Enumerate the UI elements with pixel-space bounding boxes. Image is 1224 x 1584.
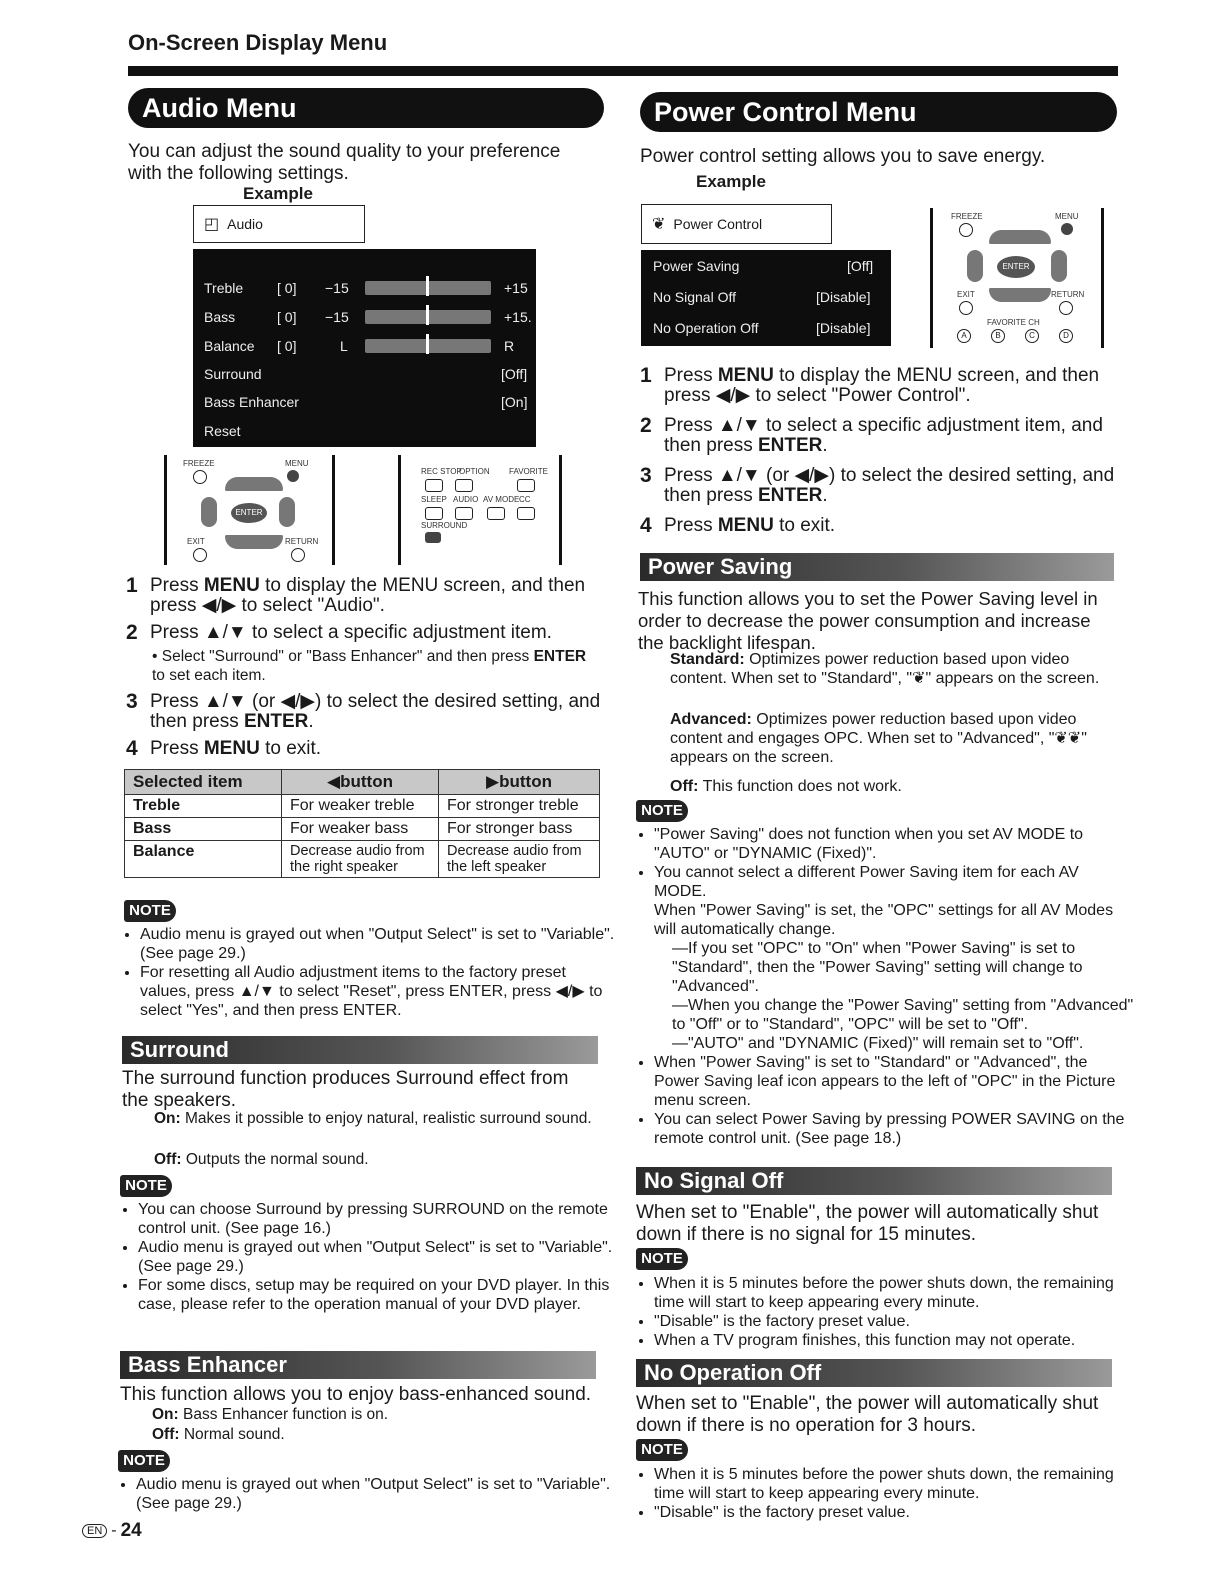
header-rule [128,66,1118,76]
power-step-3 [640,466,1118,508]
list-item: • Audio menu is grayed out when "Output Select" is set to "Variable". (See page 29.) [140,925,618,963]
osd-row-label: Power Saving [653,258,740,274]
osd-row-label: Surround [204,366,262,382]
table-cell: For stronger bass [439,818,600,841]
power-intro: Power control setting allows you to save energy. [640,146,1046,167]
bass-enhancer-off: Off: Normal sound. [152,1426,285,1443]
power-osd-header [641,204,832,244]
right-arrow-button [1051,250,1067,282]
list-item: • When it is 5 minutes before the power shuts down, the remaining time will start to keep appearing every minute. [654,1274,1134,1312]
page-footer [82,1520,142,1542]
osd-row-value: [ 0] [277,280,297,296]
osd-row-setting: [On] [501,394,528,410]
table-row [125,818,600,841]
osd-row-label: Treble [204,280,244,296]
step-number: 1 [640,364,652,387]
audio-step-3 [126,692,602,734]
remote-label-sleep: SLEEP [421,495,447,504]
audio-remote-illustration [164,455,335,565]
remote-label-menu: MENU [1055,212,1079,221]
power-osd-title: Power Control [673,216,763,232]
osd-row-treble [193,275,536,301]
menu-button [287,470,299,482]
d-button: D [1059,329,1073,343]
surround-notes [120,1200,616,1314]
freeze-button [193,470,207,484]
table-cell: Treble [125,795,282,818]
up-arrow-button [225,477,283,491]
osd-row-setting: [Off] [501,366,528,382]
step-text: Press ▲/▼ to select a specific adjustment item. [150,622,552,643]
osd-row-max: +15 [504,280,528,296]
list-item: • For some discs, setup may be required on your DVD player. In this case, please refer to the operation manual of your DVD player. [138,1276,616,1314]
surround-intro: The surround function produces Surround effect from the speakers. [122,1068,569,1111]
recstop-button [425,479,443,492]
list-item: • "Power Saving" does not function when you set AV MODE to "AUTO" or "DYNAMIC (Fixed)". [654,825,1134,863]
osd-row-reset [193,418,536,444]
osd-row-setting: [Disable] [816,320,871,336]
remote-label-surround: SURROUND [421,521,468,530]
surround-title: Surround [122,1036,598,1064]
step-number: 4 [640,514,652,537]
return-button [291,548,305,562]
step-number: 2 [126,621,138,644]
no-operation-off-title: No Operation Off [636,1359,1112,1387]
remote-label-menu: MENU [285,459,309,468]
remote-label-cc: CC [519,495,531,504]
osd-row-max: +15. [504,309,532,325]
power-saving-title: Power Saving [640,553,1114,581]
surround-off: Off: Outputs the normal sound. [154,1151,369,1168]
no-signal-notes [636,1274,1134,1350]
table-cell: For stronger treble [439,795,600,818]
audio-speaker-icon: ◰ [204,216,220,233]
balance-slider [365,339,491,353]
remote-label-recstop: REC STOP [421,467,462,476]
osd-row-min: L [340,338,348,354]
osd-row-bass-enhancer [193,389,536,415]
osd-row-value: [ 0] [277,338,297,354]
audio-remote-buttons-illustration [398,455,562,565]
step-text: Press MENU to exit. [664,515,836,536]
power-saving-intro: This function allows you to set the Power Saving level in order to decrease the power consumption and increase the backlight lifespan. [638,588,1098,653]
osd-row-surround [193,361,536,387]
power-example-label: Example [696,172,766,191]
power-step-2 [640,416,1118,458]
table-cell: Decrease audio from the left speaker [439,841,600,878]
table-row [125,841,600,878]
osd-row-value: [ 0] [277,309,297,325]
audio-notes [122,925,618,1020]
enter-button: ENTER [231,503,267,523]
step-number: 3 [126,690,138,713]
step-text: Press MENU to exit. [150,738,322,759]
dash-item: —"AUTO" and "DYNAMIC (Fixed)" will remain set to "Off". [672,1035,1084,1052]
dash-list [654,939,1134,1053]
remote-label-audio: AUDIO [453,495,479,504]
audio-step-2-sub: • Select "Surround" or "Bass Enhancer" and then press ENTER to set each item. [152,648,587,684]
bass-notes [118,1475,614,1513]
osd-row-no-signal-off [641,284,891,310]
remote-label-return: RETURN [285,537,319,546]
remote-label-favorite-ch: FAVORITE CH [987,318,1040,327]
osd-row-power-saving [641,253,891,279]
a-button: A [957,329,971,343]
list-item: • "Disable" is the factory preset value. [654,1503,1134,1522]
audio-osd-panel [193,249,536,447]
osd-row-max: R [504,338,515,354]
c-button: C [1025,329,1039,343]
osd-row-label: Bass Enhancer [204,394,299,410]
dash-item: —When you change the "Power Saving" setting from "Advanced" to "Off" or to "Standard", "OPC" will be set to "Off". [672,997,1134,1033]
exit-button [959,301,973,315]
table-header-row [125,770,600,795]
step-text: Press MENU to display the MENU screen, and then press ◀/▶ to select "Power Control". [664,365,1100,406]
sleep-button [425,507,443,520]
remote-label-freeze: FREEZE [951,212,983,221]
osd-row-no-operation-off [641,315,891,341]
step-number: 3 [640,464,652,487]
list-item: • You can choose Surround by pressing SURROUND on the remote control unit. (See page 16.) [138,1200,616,1238]
osd-row-label: No Signal Off [653,289,737,305]
table-header: ▶button [439,770,600,795]
table-row [125,795,600,818]
exit-button [193,548,207,562]
osd-row-label: No Operation Off [653,320,759,336]
table-cell: For weaker bass [282,818,439,841]
power-saving-notes [636,825,1134,1148]
list-item: • When a TV program finishes, this function may not operate. [654,1331,1134,1350]
audio-menu-title: Audio Menu [128,88,604,128]
power-saving-standard: Standard: Optimizes power reduction based upon video content. When set to "Standard", "❦" appears on the screen. [670,651,1100,687]
remote-label-return: RETURN [1051,290,1085,299]
power-leaf-icon: ❦ [652,216,666,233]
bass-enhancer-title: Bass Enhancer [120,1351,596,1379]
osd-row-min: −15 [325,309,349,325]
remote-label-avmode: AV MODE [483,495,520,504]
list-item: • When "Power Saving" is set to "Standard" or "Advanced", the Power Saving leaf icon appears to the left of "OPC" in the Picture menu screen. [654,1053,1134,1110]
remote-label-option: OPTION [459,467,490,476]
cc-button [517,507,535,520]
menu-button [1061,223,1073,235]
left-arrow-button [201,497,217,527]
language-badge: EN [82,1524,107,1538]
bass-slider-knob [426,305,429,325]
step-text: Press ▲/▼ (or ◀/▶) to select the desired setting, and then press ENTER. [664,465,1115,506]
osd-row-setting: [Off] [847,258,874,274]
remote-label-freeze: FREEZE [183,459,215,468]
power-remote-illustration [930,208,1104,348]
no-operation-off-intro: When set to "Enable", the power will automatically shut down if there is no operation for 3 hours. [636,1393,1099,1436]
enter-button: ENTER [997,256,1035,278]
remote-label-exit: EXIT [187,537,205,546]
osd-row-label: Balance [204,338,255,354]
audio-osd-header [193,205,365,243]
bass-slider [365,310,491,324]
no-signal-note-badge: NOTE [636,1248,688,1270]
power-control-menu-title: Power Control Menu [640,92,1117,132]
return-button [1059,301,1073,315]
table-header: ◀button [282,770,439,795]
audio-step-4 [126,739,602,761]
list-item: • For resetting all Audio adjustment items to the factory preset values, press ▲/▼ to select "Reset", press ENTER, press ◀/▶ to select "Yes", and then press ENTER. [140,963,618,1020]
audio-example-label: Example [243,184,313,203]
osd-row-balance [193,333,536,359]
treble-slider [365,281,491,295]
no-operation-notes [636,1465,1134,1522]
option-button [455,479,473,492]
audio-button [455,507,473,520]
page-number: 24 [120,1520,142,1541]
step-number: 4 [126,737,138,760]
surround-on: On: Makes it possible to enjoy natural, realistic surround sound. [154,1110,592,1127]
left-arrow-button [967,250,983,282]
osd-row-label: Bass [204,309,236,325]
audio-step-1 [126,576,602,618]
balance-slider-knob [426,334,429,354]
power-saving-note-badge: NOTE [636,800,688,822]
no-signal-off-title: No Signal Off [636,1167,1112,1195]
favorite-button [517,479,535,492]
step-number: 2 [640,414,652,437]
remote-label-exit: EXIT [957,290,975,299]
power-saving-off: Off: This function does not work. [670,778,902,795]
table-header: Selected item [125,770,282,795]
no-signal-off-intro: When set to "Enable", the power will automatically shut down if there is no signal for 15 minutes. [636,1202,1099,1245]
page-header-title: On-Screen Display Menu [128,30,388,55]
audio-note-badge: NOTE [124,900,176,922]
osd-row-bass [193,304,536,330]
step-number: 1 [126,574,138,597]
bass-enhancer-on: On: Bass Enhancer function is on. [152,1406,389,1423]
step-text: Press MENU to display the MENU screen, and then press ◀/▶ to select "Audio". [150,575,586,616]
b-button: B [991,329,1005,343]
osd-row-min: −15 [325,280,349,296]
surround-button [425,532,441,543]
audio-adjustment-table [124,769,600,878]
avmode-button [487,507,505,520]
audio-intro: You can adjust the sound quality to your preference with the following settings. [128,141,561,184]
power-osd-panel [641,250,891,346]
power-step-1 [640,366,1118,408]
table-cell: Decrease audio from the right speaker [282,841,439,878]
audio-step-2 [126,623,602,645]
table-cell: For weaker treble [282,795,439,818]
list-item: • "Disable" is the factory preset value. [654,1312,1134,1331]
audio-osd-title: Audio [227,216,263,232]
right-arrow-button [279,497,295,527]
list-item: • Audio menu is grayed out when "Output Select" is set to "Variable". (See page 29.) [136,1475,614,1513]
osd-row-setting: [Disable] [816,289,871,305]
down-arrow-button [225,535,283,549]
freeze-button [959,223,973,237]
up-arrow-button [989,230,1051,244]
bass-note-badge: NOTE [118,1450,170,1472]
list-item: • Audio menu is grayed out when "Output Select" is set to "Variable". (See page 29.) [138,1238,616,1276]
power-step-4 [640,516,1118,538]
list-item: • You can select Power Saving by pressing POWER SAVING on the remote control unit. (See page 18.) [654,1110,1134,1148]
table-cell: Balance [125,841,282,878]
list-item: • When it is 5 minutes before the power shuts down, the remaining time will start to keep appearing every minute. [654,1465,1134,1503]
bass-enhancer-intro: This function allows you to enjoy bass-enhanced sound. [120,1384,592,1405]
step-text: Press ▲/▼ (or ◀/▶) to select the desired setting, and then press ENTER. [150,691,601,732]
down-arrow-button [989,288,1051,302]
remote-label-favorite: FAVORITE [509,467,548,476]
no-operation-note-badge: NOTE [636,1439,688,1461]
power-saving-advanced: Advanced: Optimizes power reduction based upon video content and engages OPC. When set to "Advanced", "❦❦" appears on the screen. [670,711,1087,766]
osd-row-label: Reset [204,423,241,439]
surround-note-badge: NOTE [120,1175,172,1197]
footer-separator: - [111,1522,117,1539]
dash-item: —If you set "OPC" to "On" when "Power Saving" is set to "Standard", then the "Power Saving" setting will change to "Advanced". [672,940,1083,995]
list-item: • You cannot select a different Power Saving item for each AV MODE. When "Power Saving" is set, the "OPC" settings for all AV Modes will automatically change. —If you set "OPC" to "On" when "Power Saving" is set to "Standard", then the "Power Saving" setting will change to "Advanced". —When you change the "Power Saving" setting from "Advanced" to "Off" or to "Standard", "OPC" will be set to "Off". —"AUTO" and "DYNAMIC (Fixed)" will remain set to "Off". [654,863,1134,1053]
step-text: Press ▲/▼ to select a specific adjustment item, and then press ENTER. [664,415,1103,456]
treble-slider-knob [426,276,429,296]
table-cell: Bass [125,818,282,841]
